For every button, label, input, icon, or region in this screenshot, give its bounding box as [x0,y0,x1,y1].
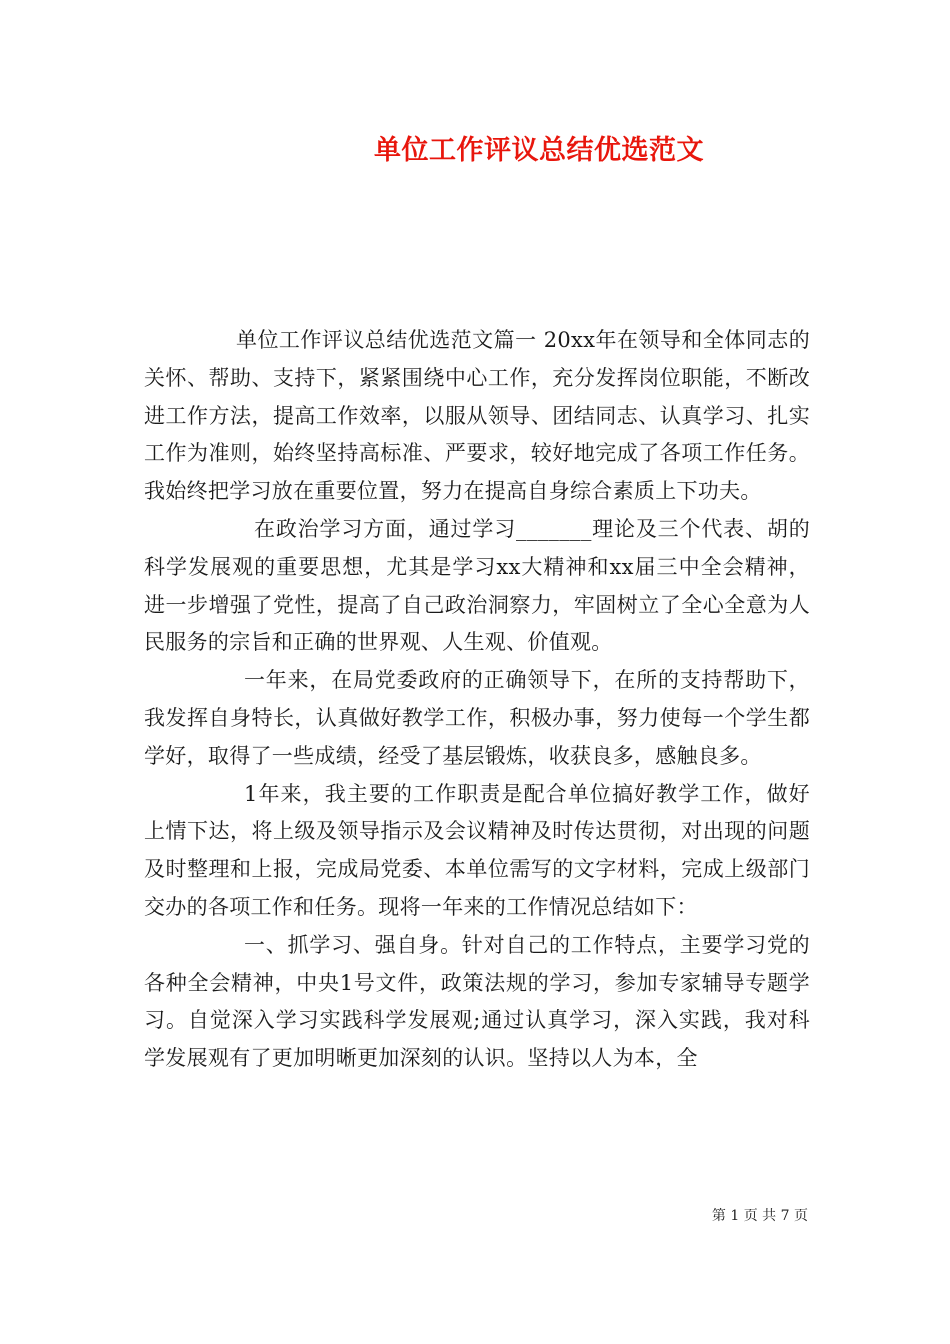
paragraph-1: 单位工作评议总结优选范文篇一 20xx年在领导和全体同志的关怀、帮助、支持下，紧紧围绕中心工作，充分发挥岗位职能，不断改进工作方法，提高工作效率，以服从领导、团结同志、认真学习、扎实工作为准则，始终坚持高标准、严要求，较好地完成了各项工作任务。我始终把学习放在重要位置，努力在提高自身综合素质上下功夫。 [144,328,810,504]
page-number-footer: 第 1 页 共 7 页 [711,1208,808,1224]
paragraph-5: 一、抓学习、强自身。针对自己的工作特点，主要学习党的各种全会精神，中央1号文件，政策法规的学习，参加专家辅导专题学习。自觉深入学习实践科学发展观;通过认真学习，深入实践，我对科学发展观有了更加明晰更加深刻的认识。坚持以人为本，全 [144,932,810,1071]
paragraph-3: 一年来，在局党委政府的正确领导下，在所的支持帮助下，我发挥自身特长，认真做好教学工作，积极办事，努力使每一个学生都学好，取得了一些成绩，经受了基层锻炼，收获良多，感触良多。 [144,668,810,768]
paragraph-4: 1年来，我主要的工作职责是配合单位搞好教学工作，做好上情下达，将上级及领导指示及会议精神及时传达贯彻，对出现的问题及时整理和上报，完成局党委、本单位需写的文字材料，完成上级部门交办的各项工作和任务。现将一年来的工作情况总结如下： [144,781,810,919]
document-title: 单位工作评议总结优选范文 [374,135,704,166]
paragraph-2: 在政治学习方面，通过学习_______理论及三个代表、胡的科学发展观的重要思想，尤其是学习xx大精神和xx届三中全会精神，进一步增强了党性，提高了自己政治洞察力，牢固树立了全心全意为人民服务的宗旨和正确的世界观、人生观、价值观。 [144,516,810,655]
document-body [144,322,810,1078]
